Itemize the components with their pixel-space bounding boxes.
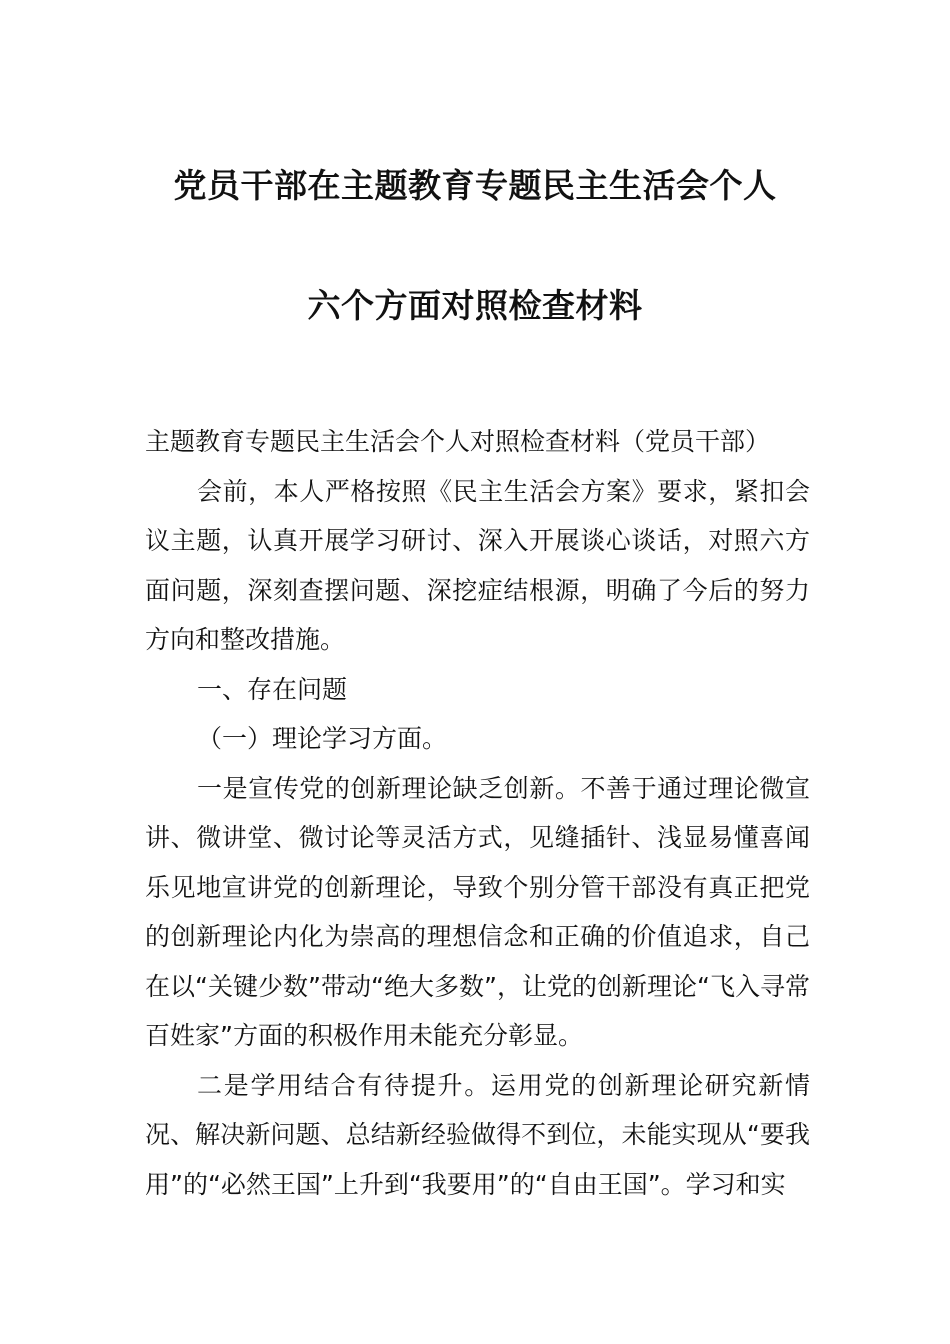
paragraph-point-one: 一是宣传党的创新理论缺乏创新。不善于通过理论微宣讲、微讲堂、微讨论等灵活方式，见缝插针、浅显易懂喜闻乐见地宣讲党的创新理论，导致个别分管干部没有真正把党的创新理论内化为崇高的理想信念和正确的价值追求，自己在以“关键少数”带动“绝大多数”，让党的创新理论“飞入寻常百姓家”方面的积极作用未能充分彰显。 <box>145 773 810 1050</box>
document-title-line-2: 六个方面对照检查材料 <box>307 286 643 325</box>
paragraph-intro: 会前，本人严格按照《民主生活会方案》要求，紧扣会议主题，认真开展学习研讨、深入开展谈心谈话，对照六方面问题，深刻查摆问题、深挖症结根源，明确了今后的努力方向和整改措施。 <box>145 476 810 654</box>
document-subtitle: 主题教育专题民主生活会个人对照检查材料（党员干部） <box>145 427 771 456</box>
paragraph-point-two: 二是学用结合有待提升。运用党的创新理论研究新情况、解决新问题、总结新经验做得不到位，未能实现从“要我用”的“必然王国”上升到“我要用”的“自由王国”。学习和实 <box>145 1070 810 1199</box>
section-heading-problems: 一、存在问题 <box>197 674 348 704</box>
document-title-line-1: 党员干部在主题教育专题民主生活会个人 <box>173 166 777 205</box>
document-body <box>145 417 810 1209</box>
subsection-heading-theory-study: （一）理论学习方面。 <box>197 724 448 753</box>
